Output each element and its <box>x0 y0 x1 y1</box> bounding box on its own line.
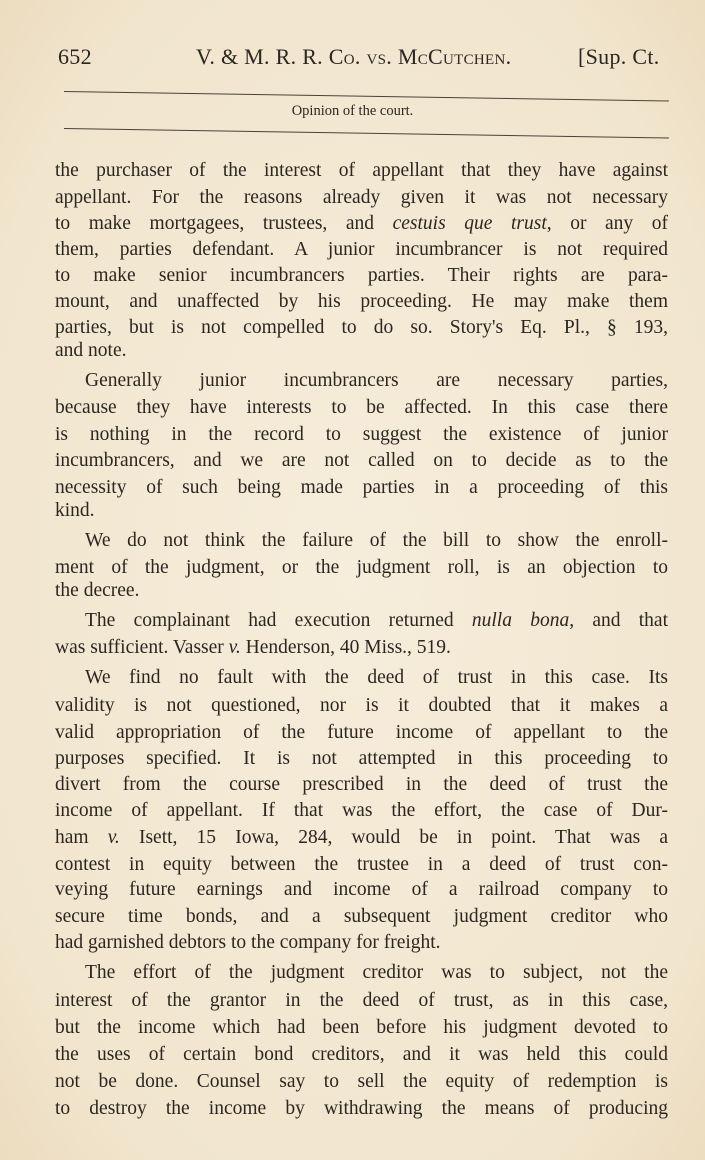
text-line <box>55 667 668 689</box>
text-line <box>55 610 668 632</box>
text-line <box>55 500 668 522</box>
text-segment: purposes specified. It is not attempted in this proceeding to <box>55 748 668 769</box>
text-line <box>55 187 668 209</box>
text-segment: We do not think the failure of the bill to show the enroll- <box>85 530 668 551</box>
text-segment: The complainant had execution returned <box>85 610 472 631</box>
text-segment: The effort of the judgment creditor was to subject, not the <box>85 962 668 983</box>
text-segment: mount, and unaffected by his proceeding. He may make them <box>55 291 668 312</box>
header-rule-bottom <box>64 128 669 139</box>
text-line <box>55 213 668 235</box>
text-line <box>55 1098 668 1120</box>
text-segment: valid appropriation of the future income of appellant to the <box>55 722 668 743</box>
text-line <box>55 160 668 182</box>
text-segment: appellant. For the reasons already given it was not necessary <box>55 187 668 208</box>
text-segment: veying future earnings and income of a railroad company to <box>55 879 668 900</box>
text-line <box>55 774 668 796</box>
text-line <box>55 477 668 499</box>
running-title: V. & M. R. R. Co. vs. McCutchen. <box>196 44 512 69</box>
header-rule-top <box>64 91 669 102</box>
text-segment: but the income which had been before his judgment devoted to <box>55 1017 668 1038</box>
text-segment: , or any of <box>546 213 668 234</box>
text-line <box>55 722 668 744</box>
text-segment: to make mortgagees, trustees, and <box>55 213 393 234</box>
text-line <box>55 450 668 472</box>
text-line <box>55 397 668 419</box>
text-segment: because they have interests to be affected. In this case there <box>55 397 668 418</box>
text-line <box>55 906 668 928</box>
text-line <box>55 530 668 552</box>
text-segment: had garnished debtors to the company for freight. <box>55 932 441 953</box>
text-segment: is nothing in the record to suggest the existence of junior <box>55 424 668 445</box>
text-line <box>55 695 668 717</box>
text-line <box>55 800 668 822</box>
text-segment: necessity of such being made parties in a proceeding of this <box>55 477 668 498</box>
text-line <box>55 370 668 392</box>
text-segment: kind. <box>55 500 95 521</box>
text-line <box>55 340 668 362</box>
text-line <box>55 580 668 602</box>
text-line <box>55 854 668 876</box>
text-segment: to make senior incumbrancers parties. Their rights are para- <box>55 265 668 286</box>
text-line <box>55 1044 668 1066</box>
text-segment: them, parties defendant. A junior incumbrancer is not required <box>55 239 668 260</box>
text-line <box>55 748 668 770</box>
text-line <box>55 239 668 261</box>
italic-text: nulla bona <box>471 610 570 631</box>
text-line <box>55 557 668 579</box>
text-segment: parties, but is not compelled to do so. Story's Eq. Pl., § 193, <box>55 317 668 338</box>
text-segment: not be done. Counsel say to sell the equity of redemption is <box>55 1071 668 1092</box>
text-segment: to destroy the income by withdrawing the means of producing <box>55 1098 668 1119</box>
text-segment: Generally junior incumbrancers are necessary parties, <box>85 370 668 391</box>
text-line <box>55 1071 668 1093</box>
text-segment: contest in equity between the trustee in a deed of trust con- <box>55 854 668 875</box>
text-segment: the decree. <box>55 580 140 601</box>
text-line <box>55 424 668 446</box>
text-line <box>55 637 668 659</box>
text-segment: divert from the course prescribed in the deed of trust the <box>55 774 668 795</box>
text-segment: validity is not questioned, nor is it doubted that it makes a <box>55 695 668 716</box>
text-segment: secure time bonds, and a subsequent judgment creditor who <box>55 906 668 927</box>
text-segment: incumbrancers, and we are not called on to decide as to the <box>55 450 668 471</box>
text-segment: income of appellant. If that was the effort, the case of Dur- <box>55 800 668 821</box>
italic-text: v. <box>107 827 120 848</box>
text-segment: and note. <box>55 340 127 361</box>
text-line <box>55 879 668 901</box>
italic-text: cestuis que trust <box>392 213 547 234</box>
text-segment: the purchaser of the interest of appellant that they have against <box>55 160 668 181</box>
text-segment: interest of the grantor in the deed of trust, as in this case, <box>55 990 668 1011</box>
text-segment: Isett, 15 Iowa, 284, would be in point. That was a <box>119 827 668 848</box>
section-subheader: Opinion of the court. <box>291 103 414 119</box>
text-line <box>55 990 668 1012</box>
court-label: [Sup. Ct. <box>578 44 660 69</box>
text-line <box>55 265 668 287</box>
text-segment: , and that <box>569 610 668 631</box>
text-line <box>55 932 668 954</box>
text-line <box>55 1017 668 1039</box>
text-line <box>55 827 668 849</box>
text-segment: the uses of certain bond creditors, and it was held this could <box>55 1044 668 1065</box>
text-segment: We find no fault with the deed of trust in this case. Its <box>85 667 668 688</box>
text-segment: was sufficient. Vasser <box>55 637 229 658</box>
text-segment: Henderson, 40 Miss., 519. <box>240 637 451 658</box>
italic-text: v. <box>228 637 241 658</box>
text-line <box>55 317 668 339</box>
text-line <box>55 291 668 313</box>
page-number: 652 <box>58 44 92 69</box>
text-segment: ham <box>55 827 108 848</box>
text-segment: ment of the judgment, or the judgment roll, is an objection to <box>55 557 668 578</box>
text-line <box>55 962 668 984</box>
